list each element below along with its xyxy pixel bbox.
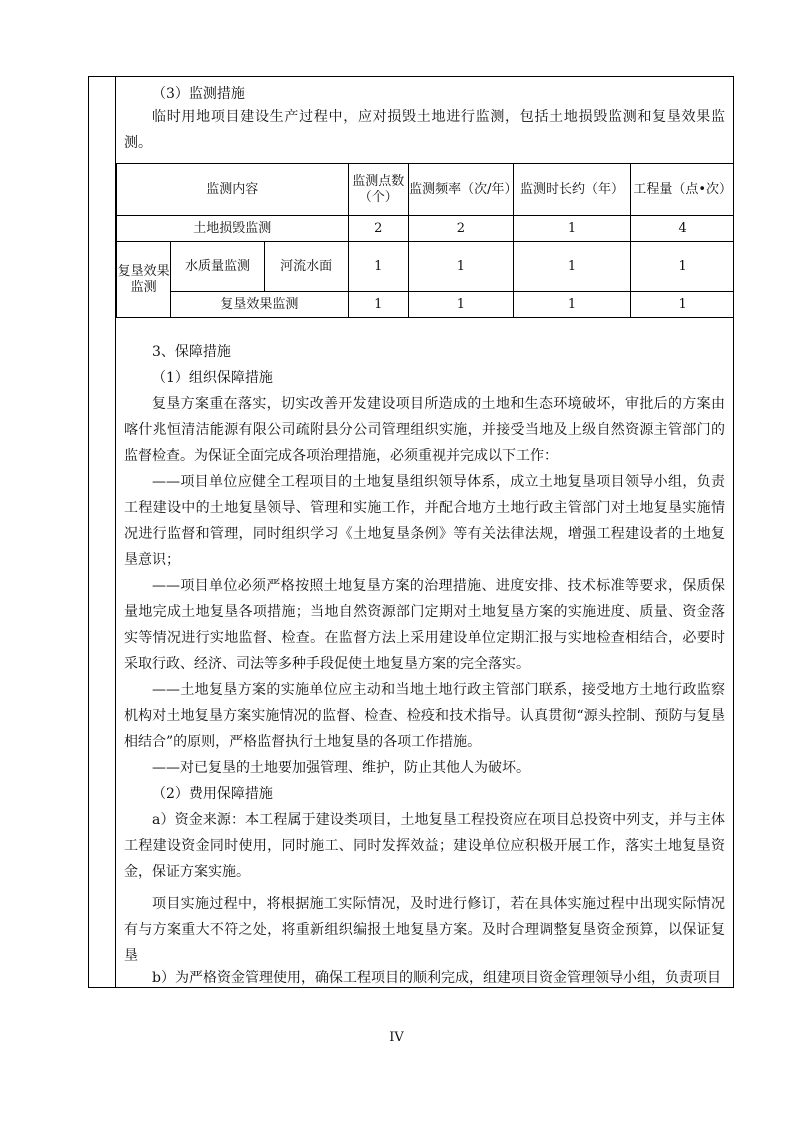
org-guarantee-paragraph: 复垦方案重在落实，切实改善开发建设项目所造成的土地和生态环境破坏，审批后的方案由喀什兆恒清洁能源有限公司疏附县分公司管理组织实施，并接受当地及上级自然资源主管部门的监督检查。为保证全面完成各项治理措施，必须重视并完成以下工作：: [124, 396, 725, 464]
org-bullet-4: ——对已复垦的土地要加强管理、维护，防止其他人为破坏。: [152, 760, 530, 776]
revision-paragraph: 项目实施过程中，将根据施工实际情况，及时进行修订，若在具体实施过程中出现实际情况有与方案重大不符之处，将重新组织编报土地复垦方案。及时合理调整复垦资金预算，以保证复垦: [124, 896, 725, 964]
table-row: [117, 242, 735, 292]
row-effect-frequency: 1: [409, 292, 514, 318]
cost-guarantee-heading: （2）费用保障措施: [152, 786, 273, 802]
header-workload: 工程量（点•次）: [631, 164, 734, 216]
row-water-duration: 1: [513, 242, 631, 292]
table-row: [117, 292, 735, 318]
row-group-label: 复垦效果监测: [117, 242, 171, 318]
org-bullet-1: ——项目单位应健全工程项目的土地复垦组织领导体系，成立土地复垦项目领导小组，负责工程建设中的土地复垦领导、管理和实施工作，并配合地方土地行政主管部门对土地复垦实施情况进行监督和管理，同时组织学习《土地复垦条例》等有关法律法规，增强工程建设者的土地复垦意识；: [124, 474, 725, 568]
row-water-sub: 河流水面: [264, 242, 348, 292]
row-water-label: 水质量监测: [171, 242, 265, 292]
monitoring-heading: （3）监测措施: [152, 86, 245, 102]
cost-paragraph-b: b）为严格资金管理使用，确保工程项目的顺利完成，组建项目资金管理领导小组，负责项目: [152, 970, 721, 986]
row-effect-duration: 1: [513, 292, 631, 318]
row-damage-duration: 1: [513, 216, 631, 242]
monitoring-table: [116, 163, 734, 318]
row-damage-points: 2: [348, 216, 409, 242]
row-damage-label: 土地损毁监测: [117, 216, 349, 242]
row-water-workload: 1: [631, 242, 734, 292]
guarantee-heading: 3、保障措施: [152, 344, 231, 360]
header-points: 监测点数（个）: [348, 164, 409, 216]
table-header-row: [117, 164, 735, 216]
row-damage-frequency: 2: [409, 216, 514, 242]
header-frequency: 监测频率（次/年）: [409, 164, 514, 216]
frame-content: [116, 77, 733, 987]
header-duration: 监测时长约（年）: [513, 164, 631, 216]
document-frame: [88, 76, 734, 988]
row-effect-points: 1: [348, 292, 409, 318]
org-guarantee-heading: （1）组织保障措施: [152, 370, 273, 386]
row-effect-workload: 1: [631, 292, 734, 318]
row-water-points: 1: [348, 242, 409, 292]
table-row: [117, 216, 735, 242]
page-number: IV: [389, 1030, 404, 1045]
org-bullet-3: ——土地复垦方案的实施单位应主动和当地土地行政主管部门联系，接受地方土地行政监察机构对土地复垦方案实施情况的监督、检查、检疫和技术指导。认真贯彻“源头控制、预防与复垦相结合”的原则，严格监督执行土地复垦的各项工作措施。: [124, 682, 725, 750]
cost-paragraph-a: a）资金来源：本工程属于建设类项目，土地复垦工程投资应在项目总投资中列支，并与主体工程建设资金同时使用，同时施工、同时发挥效益；建设单位应积极开展工作，落实土地复垦资金，保证方案实施。: [124, 812, 725, 880]
row-effect-label: 复垦效果监测: [171, 292, 348, 318]
header-content: 监测内容: [117, 164, 349, 216]
org-bullet-2: ——项目单位必须严格按照土地复垦方案的治理措施、进度安排、技术标准等要求，保质保量地完成土地复垦各项措施；当地自然资源部门定期对土地复垦方案的实施进度、质量、资金落实等情况进行实地监督、检查。在监督方法上采用建设单位定期汇报与实地检查相结合，必要时采取行政、经济、司法等多种手段促使土地复垦方案的完全落实。: [124, 578, 725, 672]
monitoring-paragraph: 临时用地项目建设生产过程中，应对损毁土地进行监测，包括土地损毁监测和复垦效果监测。: [124, 109, 725, 151]
row-damage-workload: 4: [631, 216, 734, 242]
row-water-frequency: 1: [409, 242, 514, 292]
